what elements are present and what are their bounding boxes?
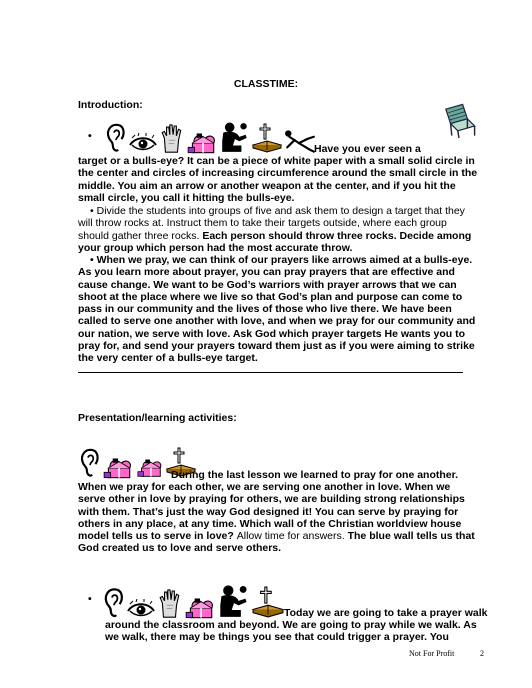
gift-icon: [102, 455, 134, 479]
gift-icon: [186, 130, 218, 154]
intro-p1-lead: Have you ever seen a: [314, 143, 421, 155]
bible-cross-icon: [252, 584, 284, 620]
footer-text: Not For Profit: [409, 649, 455, 658]
intro-icon-strip: [88, 118, 316, 154]
intro-p3-text: When we pray, we can think of our prayers like arrows aimed at a bulls-eye. As you learn more about prayer, you can pray prayers that are effective and cause change. We want to be God’s warriors with prayer arrows that we can shoot at the place where we live so that God’s plan and purpose can come to pass in our community and the lives of those who live there. We have been called to serve one another with love, and when we pray for our community and our nation, we serve with love. Ask God which prayer targets He wants you to pray for, and send your prayers toward them just as if you were aiming to strike the very center of a bulls-eye target.: [78, 254, 476, 365]
praying-people-icon: [218, 584, 250, 620]
intro-p2-bold: Each person should throw three rocks. Decide among your group which person had the most accurate throw.: [78, 229, 472, 254]
bullet: •: [88, 592, 92, 605]
intro-p2-instructions: Divide the students into groups of five and ask them to design a target that they will throw rocks at. Instruct them to take their targets outside, where each group should gather three rocks.: [78, 205, 465, 242]
presentation-paragraph-1: [78, 481, 478, 555]
presentation-p1-text: When we pray for each other, we are serving one another in love. When we serve other in love by praying for others, we are building strong relationships with them. That’s just the way God designed it! You can serve by praying for others in any place, at any time. Which wall of the Christian worldview house model tells us to serve in love?: [78, 481, 465, 543]
presentation-p1-instruction: Allow time for answers.: [236, 530, 345, 543]
presentation-p1-answer: The blue wall tells us that God created us to love and serve others.: [78, 530, 475, 555]
intro-paragraph-2: [78, 205, 478, 254]
bullet: •: [90, 205, 94, 217]
stretching-figure-icon: [284, 128, 316, 154]
introduction-heading: Introduction:: [78, 99, 143, 111]
hand-icon: [160, 122, 184, 154]
gift-icon: [184, 594, 216, 620]
gift-icon: [136, 455, 164, 479]
ear-icon: [102, 586, 124, 620]
presentation-p2-lead: Today we are going to take a prayer walk: [284, 607, 488, 619]
chair-icon: [441, 102, 477, 138]
presentation-p1-lead: During the last lesson we learned to pray for one another.: [171, 469, 459, 481]
intro-paragraph-1: target or a bulls-eye? It can be a piece of white paper with a small solid circle in the center and circles of increasing circumference around the small circle in the middle. You aim an arrow or another weapon at the center, and if you hit the small circle, you call it hitting the bulls-eye.: [78, 155, 478, 204]
prayer-walk-icon-strip: [88, 578, 284, 620]
bullet: •: [90, 254, 94, 266]
intro-paragraph-3: [78, 254, 478, 365]
bible-cross-icon: [252, 122, 282, 154]
ear-icon: [78, 447, 100, 479]
presentation-paragraph-2: around the classroom and beyond. We are going to pray while we walk. As we walk, there may be things you see that could trigger a prayer. You: [105, 619, 477, 644]
presentation-heading: Presentation/learning activities:: [78, 412, 237, 424]
page-title: CLASSTIME:: [233, 78, 299, 90]
ear-icon: [104, 122, 126, 154]
hand-icon: [158, 586, 182, 620]
bullet: •: [88, 129, 92, 142]
page-number: 2: [480, 649, 484, 658]
eye-icon: [126, 598, 156, 620]
section-divider: [78, 372, 463, 373]
praying-people-icon: [220, 122, 250, 154]
eye-icon: [128, 132, 158, 154]
